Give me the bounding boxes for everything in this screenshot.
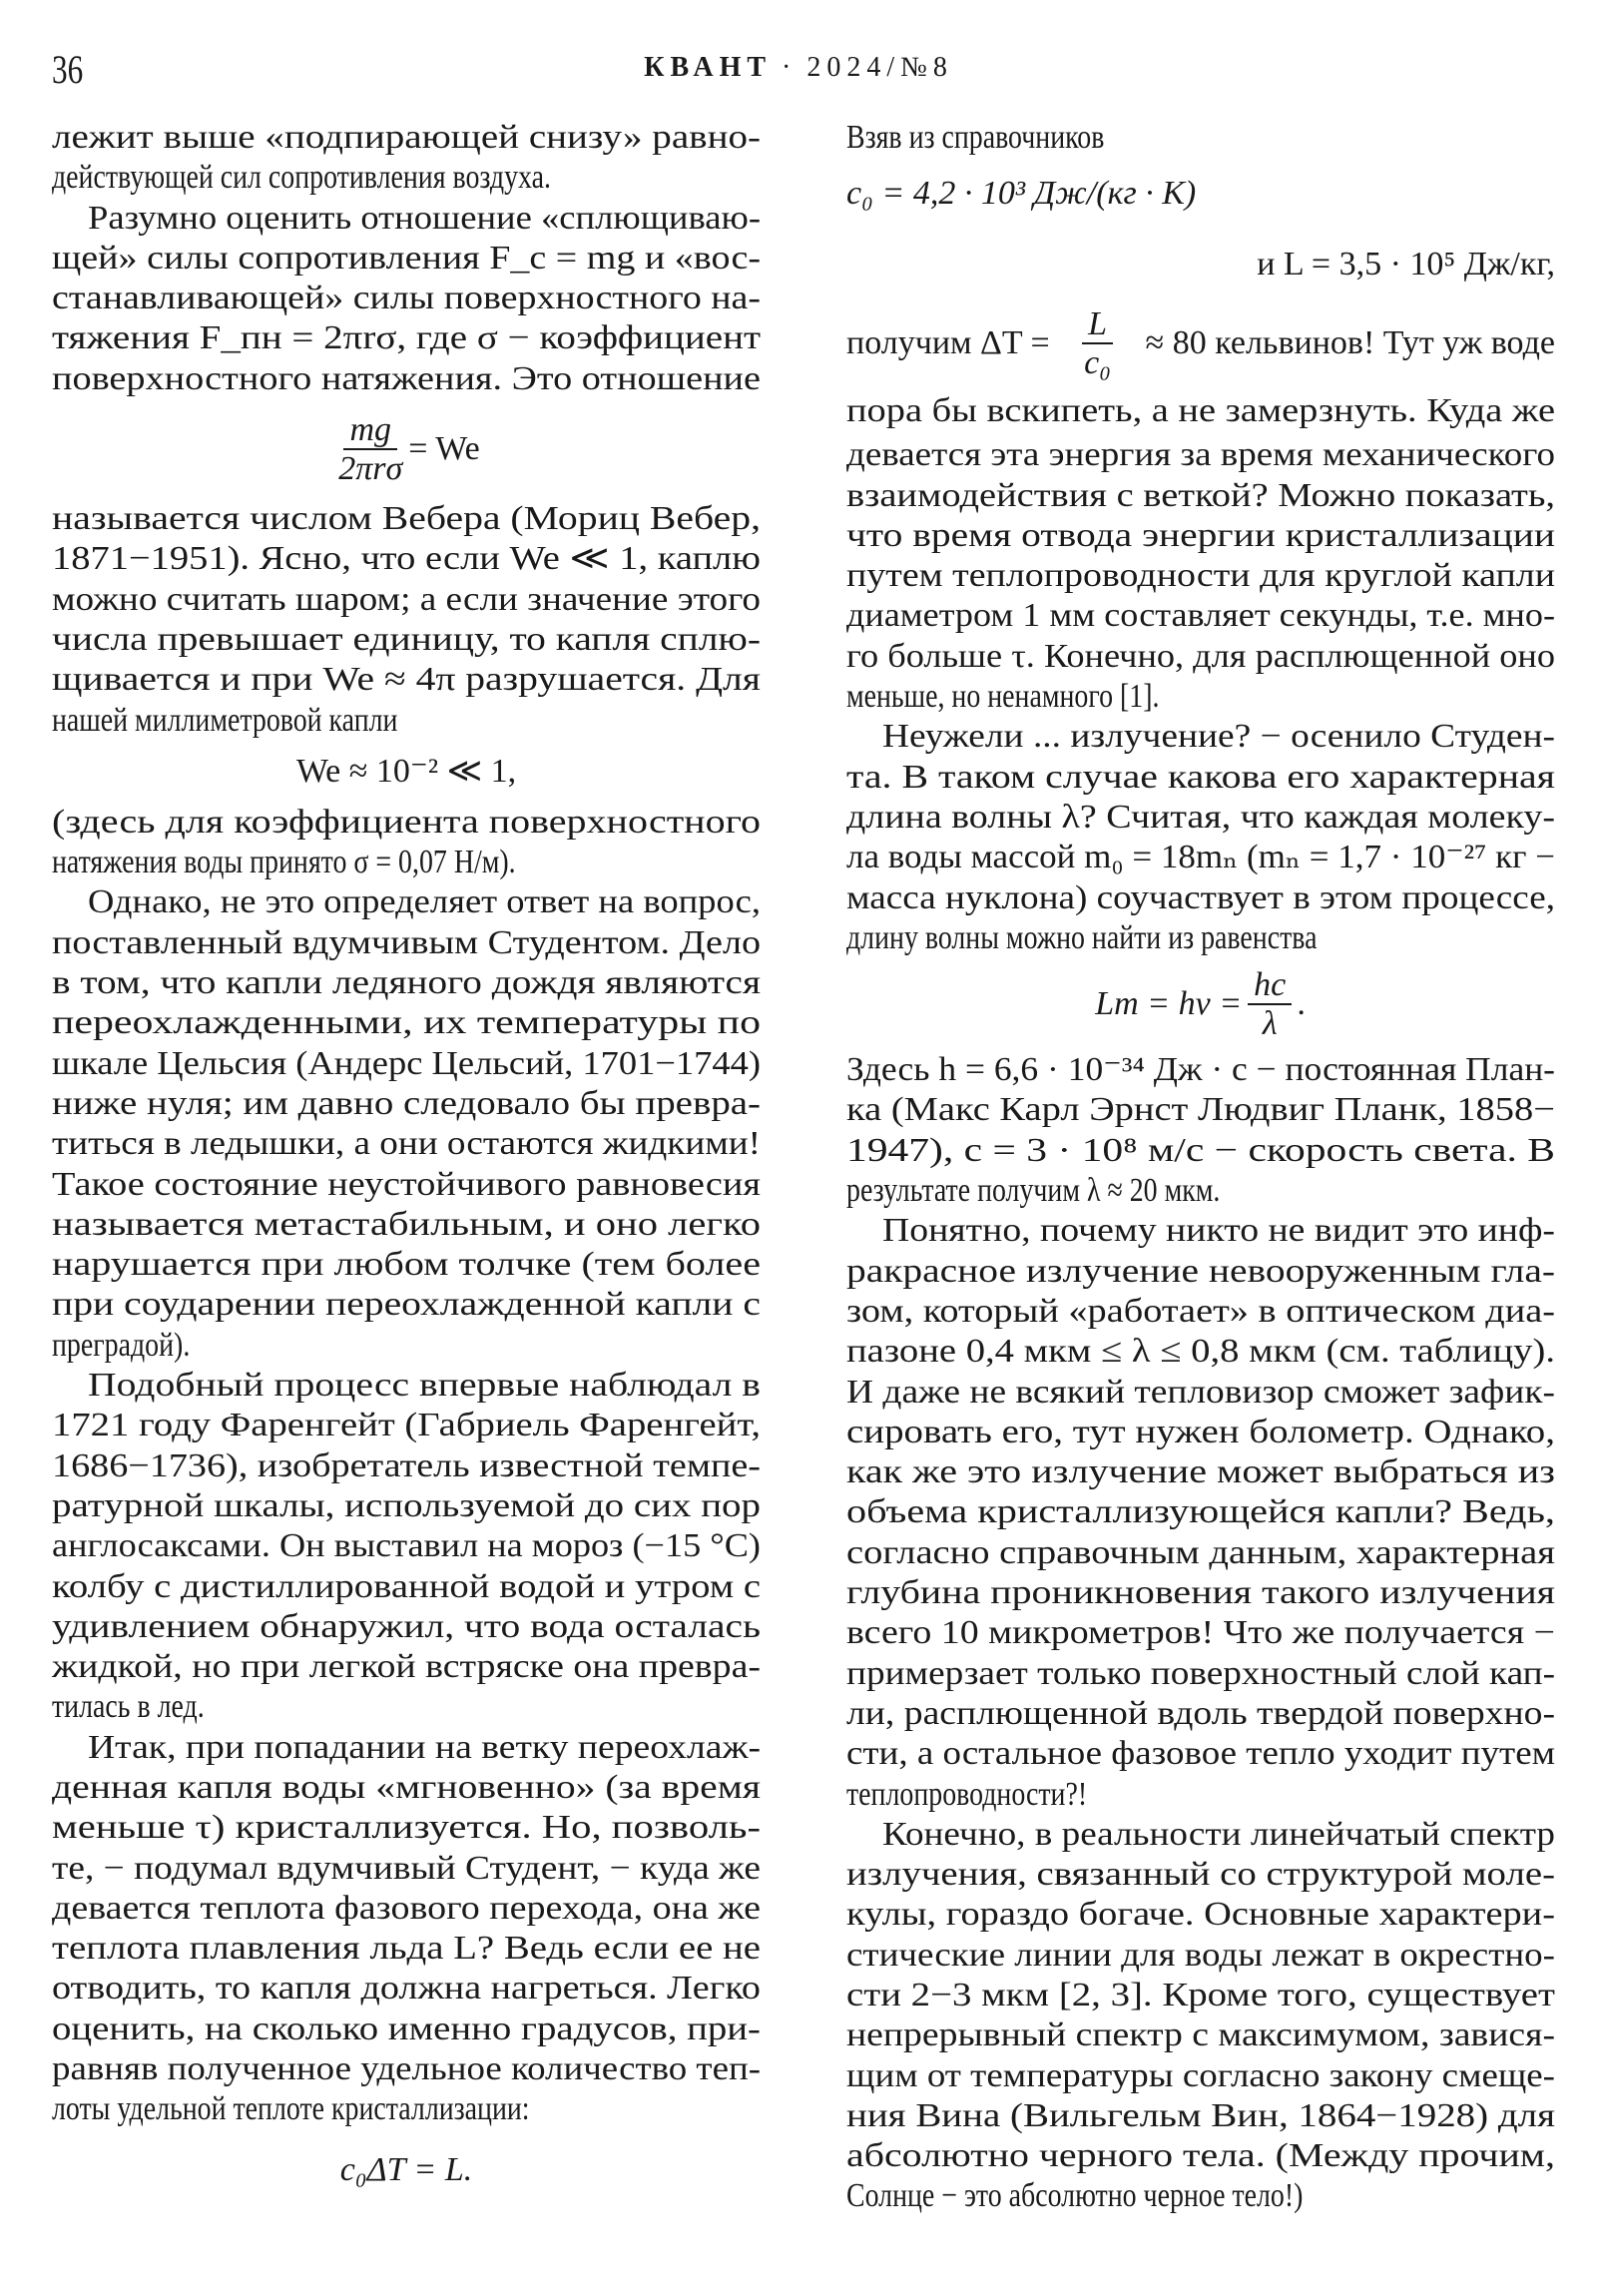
text-line: действующей сил сопротивления воздуха. [52,159,551,197]
text-line: равняв полученное удельное количество теп- [52,2050,761,2088]
header-separator: · [782,52,798,83]
text-line: что время отвода энергии кристаллизации [846,516,1555,554]
text-line: стические линии для воды лежат в окрестно- [846,1936,1555,1974]
text-line: щей» силы сопротивления F_с = mg и «вос- [52,239,761,277]
text-line: теплота плавления льда L? Ведь если ее не [52,1930,761,1968]
text-line: Неужели ... излучение? − осенило Студен- [882,718,1555,756]
text-line: Итак, при попадании на ветку переохлаж- [88,1728,761,1766]
text-line: лоты удельной теплоте кристаллизации: [52,2090,530,2128]
text-line: длина волны λ? Считая, что каждая молеку- [846,798,1555,836]
right-column [846,118,1555,2217]
numerator: mg [343,411,397,450]
text-line: Солнце − это абсолютно черное тело!) [846,2177,1304,2215]
text-line: можно считать шаром; а если значение этого [52,580,761,618]
issue-number: 2024/№8 [806,52,953,83]
text-line: натяжения воды принято σ = 0,07 Н/м). [52,844,516,881]
equation-we-value: We ≈ 10⁻² ≪ 1, [295,752,517,790]
text-line: путем теплопроводности для круглой капли [846,557,1555,595]
text-line: пазоне 0,4 мкм ≤ λ ≤ 0,8 мкм (см. таблицу). [846,1333,1555,1371]
text-line: ратурной шкалы, используемой до сих пор [52,1486,761,1524]
equation-end: . [1298,985,1307,1023]
journal-name: КВАНТ [644,52,773,83]
paragraph [846,1050,1555,1211]
text-line: сти 2−3 мкм [2, 3]. Кроме того, существует [846,1976,1555,2013]
text-line: результате получим λ ≈ 20 мкм. [846,1172,1221,1210]
text-line: щивается и при We ≈ 4π разрушается. Для [52,661,761,699]
text-line: ка (Макс Карл Эрнст Людвиг Планк, 1858− [846,1091,1555,1129]
text-line: 1947), c = 3 · 10⁸ м/с − скорость света. В [846,1131,1555,1169]
text-line: шкале Цельсия (Андерс Цельсий, 1701−1744) [52,1044,761,1082]
fraction [1248,966,1292,1043]
text-line: 1721 году Фаренгейт (Габриель Фаренгейт, [52,1407,761,1444]
paragraph [52,1728,761,2130]
text-line: колбу с дистиллированной водой и утром с [52,1567,761,1605]
paragraph [52,882,761,1366]
text-line: объема кристаллизующейся капли? Ведь, [846,1493,1555,1531]
text-line: масса нуклона) соучаствует в этом процессе, [846,878,1555,916]
text-line: сировать его, тут нужен болометр. Однако, [846,1413,1555,1450]
text-line: преградой). [52,1326,191,1364]
text-line: абсолютно черного тела. (Между прочим, [846,2137,1555,2175]
equation-L: и L = 3,5 · 10⁵ Дж/кг, [1257,246,1555,284]
text-line: в том, что капли ледяного дождя являются [52,964,761,1002]
denominator: 2πrσ [338,450,403,488]
page-header [0,40,1597,100]
text-line: девается эта энергия за время механического [846,436,1555,474]
text-line: Разумно оценить отношение «сплющиваю- [88,199,761,237]
text-line: кулы, гораздо богаче. Основные характери- [846,1896,1555,1934]
equation-rhs: = We [408,430,480,468]
text-line: оценить, на сколько именно градусов, при- [52,2009,762,2047]
text-line: переохлажденными, их температуры по [52,1004,761,1042]
text-line: зом, который «работает» в оптическом диа- [846,1292,1555,1330]
equation-prefix: получим ΔT = [846,324,1050,362]
left-column [52,118,761,2210]
text-line: Здесь h = 6,6 · 10⁻³⁴ Дж · с − постоянная План- [846,1051,1555,1089]
equation-planck [846,958,1555,1050]
equation-heat-balance: c₀ΔT = L. [339,2150,473,2188]
paragraph [846,1815,1555,2217]
text-line: диаметром 1 мм составляет секунды, т.е. мно- [846,597,1555,635]
text-line: взаимодействия с веткой? Можно показать, [846,476,1555,514]
fraction [338,411,402,488]
text-line: меньше τ) кристаллизуется. Но, позволь- [52,1809,761,1847]
text-line: англосаксами. Он выставил на мороз (−15 °С) [52,1527,761,1565]
numerator: hc [1248,966,1292,1005]
text-line: согласно справочным данным, характерная [846,1533,1555,1571]
denominator: λ [1262,1005,1278,1043]
equation-c0: c₀ = 4,2 · 10³ Дж/(кг · К) [846,175,1197,213]
text-line: всего 10 микрометров! Что же получается − [846,1614,1555,1652]
text-line: при соударении переохлажденной капли с [52,1286,761,1324]
text-line: го больше τ. Конечно, для расплющенной оно [846,637,1555,675]
equation-suffix: ≈ 80 кельвинов! Тут уж воде [1145,324,1555,362]
denominator: c₀ [1084,344,1112,382]
text-line: щим от температуры согласно закону смеще- [846,2056,1555,2094]
paragraph [846,1211,1555,1814]
paragraph [52,199,761,399]
text-line: непрерывный спектр с максимумом, завися- [846,2016,1555,2054]
numerator: L [1082,305,1113,344]
text-line: называется метастабильным, и оно легко [52,1205,761,1243]
text-line: пора бы вскипеть, а не замерзнуть. Куда же [846,392,1555,430]
text-line: титься в ледышки, а они остаются жидкими! [52,1125,762,1163]
text-line: длину волны можно найти из равенства [846,918,1318,956]
text-line: Конечно, в реальности линейчатый спектр [882,1815,1555,1853]
text-line: теплопроводности?! [846,1775,1088,1813]
text-line: 1686−1736), изобретатель известной темпе- [52,1446,761,1484]
text-line: Такое состояние неустойчивого равновесия [52,1165,761,1203]
equation-delta-t [846,299,1555,387]
text-line: нарушается при любом толчке (тем более [52,1246,761,1284]
text-line: Понятно, почему никто не видит это инф- [882,1212,1555,1250]
text-line: 1871−1951). Ясно, что если We ≪ 1, каплю [52,540,761,578]
text-line: поверхностного натяжения. Это отношение [52,359,761,397]
text-line: меньше, но ненамного [1]. [846,678,1160,716]
text-line: ракрасное излучение невооруженным гла- [846,1252,1555,1290]
paragraph [846,387,1555,717]
paragraph [846,717,1555,958]
text-line: числа превышает единицу, то капля сплю- [52,620,761,658]
text-line: излучения, связанный со структурой моле- [846,1856,1555,1894]
text-line: тяжения F_пн = 2πrσ, где σ − коэффициент [52,319,761,357]
text-line: глубина проникновения такого излучения [846,1574,1555,1612]
text-line: лежит выше «подпирающей снизу» равно- [52,119,761,156]
text-line: денная капля воды «мгновенно» (за время [52,1768,761,1806]
text-line: девается теплота фазового перехода, она же [52,1889,761,1927]
text-line: Подобный процесс впервые наблюдал в [88,1367,761,1405]
paragraph [52,118,761,199]
text-line: примерзает только поверхностный слой кап- [846,1654,1555,1692]
text-line: называется числом Вебера (Мориц Вебер, [52,500,761,538]
equation-weber [52,399,761,499]
text-line: как же это излучение может выбраться из [846,1453,1555,1491]
text-line: (здесь для коэффициента поверхностного [52,803,761,841]
text-line: те, − подумал вдумчивый Студент, − куда же [52,1849,761,1887]
journal-title [0,52,1597,84]
text-line: сти, а остальное фазовое тепло уходит путем [846,1735,1555,1773]
text-line: ли, расплющенной вдоль твердой поверхно- [846,1694,1555,1732]
text-line: ния Вина (Вильгельм Вин, 1864−1928) для [846,2096,1555,2134]
text-line: та. В таком случае какова его характерная [846,758,1555,796]
text-line: Взяв из справочников [846,119,1105,156]
text-line: ла воды массой m₀ = 18mₙ (mₙ = 1,7 · 10⁻²⁷ кг − [846,839,1555,876]
text-line: нашей миллиметровой капли [52,701,398,739]
fraction [1082,305,1113,382]
text-line: жидкой, но при легкой встряске она превра- [52,1648,761,1686]
paragraph [52,1366,761,1728]
equation-lhs: Lm = hν = [1095,985,1243,1023]
paragraph [52,499,761,741]
page-number: 36 [52,47,84,92]
text-line: Однако, не это определяет ответ на вопрос, [88,883,761,921]
text-line: тилась в лед. [52,1688,205,1726]
text-line: отводить, то капля должна нагреться. Легко [52,1970,761,2008]
text-line: поставленный вдумчивым Студентом. Дело [52,923,761,961]
paragraph [52,803,761,883]
text-line: удивлением обнаружил, что вода осталась [52,1607,762,1645]
text-line: станавливающей» силы поверхностного на- [52,280,761,317]
text-line: ниже нуля; им давно следовало бы превра- [52,1084,761,1122]
text-line: И даже не всякий тепловизор сможет зафик- [846,1373,1555,1411]
